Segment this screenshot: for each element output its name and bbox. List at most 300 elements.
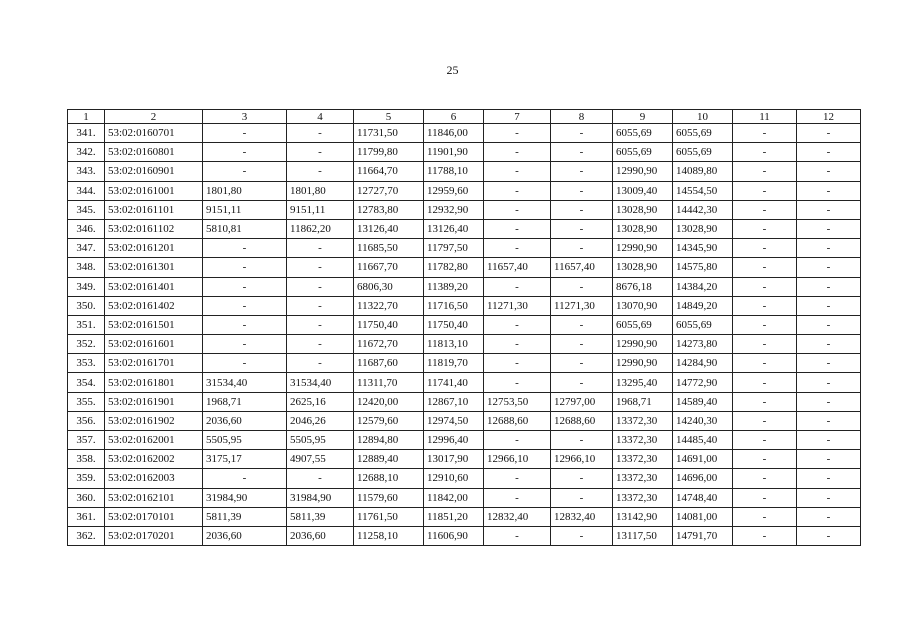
value-cell: 13142,90 bbox=[613, 507, 673, 526]
value-cell: 13126,40 bbox=[424, 219, 484, 238]
value-cell: 13295,40 bbox=[613, 373, 673, 392]
value-cell: 11716,50 bbox=[424, 296, 484, 315]
cadastral-number-cell: 53:02:0161001 bbox=[105, 181, 203, 200]
row-number-cell: 347. bbox=[68, 239, 105, 258]
value-cell: - bbox=[797, 354, 861, 373]
cadastral-number-cell: 53:02:0160801 bbox=[105, 143, 203, 162]
value-cell: - bbox=[733, 469, 797, 488]
cadastral-number-cell: 53:02:0162003 bbox=[105, 469, 203, 488]
value-cell: - bbox=[203, 162, 287, 181]
value-cell: - bbox=[797, 392, 861, 411]
value-cell: 14696,00 bbox=[673, 469, 733, 488]
value-cell: 13028,90 bbox=[613, 200, 673, 219]
value-cell: 12753,50 bbox=[484, 392, 551, 411]
value-cell: - bbox=[287, 143, 354, 162]
row-number-cell: 355. bbox=[68, 392, 105, 411]
cadastral-number-cell: 53:02:0161701 bbox=[105, 354, 203, 373]
value-cell: 11731,50 bbox=[354, 124, 424, 143]
value-cell: 14089,80 bbox=[673, 162, 733, 181]
value-cell: 12727,70 bbox=[354, 181, 424, 200]
value-cell: - bbox=[484, 181, 551, 200]
value-cell: - bbox=[733, 124, 797, 143]
value-cell: - bbox=[203, 239, 287, 258]
value-cell: 13126,40 bbox=[354, 219, 424, 238]
cadastral-number-cell: 53:02:0160701 bbox=[105, 124, 203, 143]
cadastral-number-cell: 53:02:0162101 bbox=[105, 488, 203, 507]
value-cell: 12990,90 bbox=[613, 239, 673, 258]
table-row bbox=[68, 200, 861, 219]
value-cell: 2036,60 bbox=[203, 526, 287, 545]
value-cell: - bbox=[797, 488, 861, 507]
value-cell: 13372,30 bbox=[613, 469, 673, 488]
table-row bbox=[68, 526, 861, 545]
value-cell: - bbox=[733, 258, 797, 277]
value-cell: 11851,20 bbox=[424, 507, 484, 526]
value-cell: 13017,90 bbox=[424, 450, 484, 469]
table-row bbox=[68, 469, 861, 488]
value-cell: - bbox=[551, 124, 613, 143]
value-cell: 13372,30 bbox=[613, 411, 673, 430]
row-number-cell: 348. bbox=[68, 258, 105, 277]
value-cell: 12688,60 bbox=[551, 411, 613, 430]
table-row bbox=[68, 411, 861, 430]
value-cell: 1801,80 bbox=[203, 181, 287, 200]
row-number-cell: 344. bbox=[68, 181, 105, 200]
value-cell: - bbox=[287, 469, 354, 488]
table-row bbox=[68, 373, 861, 392]
value-cell: - bbox=[484, 124, 551, 143]
value-cell: - bbox=[551, 181, 613, 200]
table-row bbox=[68, 162, 861, 181]
value-cell: 11657,40 bbox=[551, 258, 613, 277]
value-cell: 1968,71 bbox=[203, 392, 287, 411]
row-number-cell: 359. bbox=[68, 469, 105, 488]
value-cell: - bbox=[551, 277, 613, 296]
value-cell: 13028,90 bbox=[673, 219, 733, 238]
value-cell: - bbox=[797, 526, 861, 545]
table-row bbox=[68, 315, 861, 334]
value-cell: 11685,50 bbox=[354, 239, 424, 258]
column-header-8: 8 bbox=[551, 110, 613, 124]
data-table bbox=[67, 109, 861, 546]
table-row bbox=[68, 431, 861, 450]
value-cell: - bbox=[551, 526, 613, 545]
value-cell: 5811,39 bbox=[287, 507, 354, 526]
value-cell: 12990,90 bbox=[613, 354, 673, 373]
value-cell: - bbox=[733, 219, 797, 238]
table-row bbox=[68, 296, 861, 315]
cadastral-number-cell: 53:02:0170101 bbox=[105, 507, 203, 526]
value-cell: 11322,70 bbox=[354, 296, 424, 315]
value-cell: 12894,80 bbox=[354, 431, 424, 450]
value-cell: - bbox=[551, 162, 613, 181]
value-cell: 12797,00 bbox=[551, 392, 613, 411]
value-cell: 2046,26 bbox=[287, 411, 354, 430]
row-number-cell: 360. bbox=[68, 488, 105, 507]
value-cell: 14081,00 bbox=[673, 507, 733, 526]
value-cell: 11657,40 bbox=[484, 258, 551, 277]
value-cell: - bbox=[797, 162, 861, 181]
value-cell: - bbox=[733, 450, 797, 469]
row-number-cell: 354. bbox=[68, 373, 105, 392]
value-cell: - bbox=[797, 431, 861, 450]
value-cell: 11664,70 bbox=[354, 162, 424, 181]
value-cell: - bbox=[797, 181, 861, 200]
value-cell: - bbox=[484, 200, 551, 219]
column-header-7: 7 bbox=[484, 110, 551, 124]
value-cell: - bbox=[203, 258, 287, 277]
cadastral-number-cell: 53:02:0160901 bbox=[105, 162, 203, 181]
value-cell: - bbox=[287, 239, 354, 258]
value-cell: 11606,90 bbox=[424, 526, 484, 545]
row-number-cell: 362. bbox=[68, 526, 105, 545]
value-cell: 12996,40 bbox=[424, 431, 484, 450]
value-cell: 6055,69 bbox=[673, 143, 733, 162]
value-cell: 11258,10 bbox=[354, 526, 424, 545]
value-cell: 13372,30 bbox=[613, 488, 673, 507]
value-cell: - bbox=[203, 354, 287, 373]
value-cell: - bbox=[551, 488, 613, 507]
value-cell: - bbox=[484, 239, 551, 258]
value-cell: 6055,69 bbox=[613, 315, 673, 334]
value-cell: 6806,30 bbox=[354, 277, 424, 296]
row-number-cell: 350. bbox=[68, 296, 105, 315]
value-cell: 13028,90 bbox=[613, 219, 673, 238]
value-cell: - bbox=[733, 507, 797, 526]
cadastral-number-cell: 53:02:0161402 bbox=[105, 296, 203, 315]
value-cell: - bbox=[551, 373, 613, 392]
cadastral-number-cell: 53:02:0161401 bbox=[105, 277, 203, 296]
value-cell: - bbox=[797, 315, 861, 334]
table-header-row bbox=[68, 110, 861, 124]
value-cell: 12688,60 bbox=[484, 411, 551, 430]
column-header-3: 3 bbox=[203, 110, 287, 124]
value-cell: - bbox=[797, 239, 861, 258]
value-cell: - bbox=[797, 143, 861, 162]
value-cell: - bbox=[733, 411, 797, 430]
value-cell: 6055,69 bbox=[673, 315, 733, 334]
value-cell: 12867,10 bbox=[424, 392, 484, 411]
row-number-cell: 361. bbox=[68, 507, 105, 526]
value-cell: - bbox=[551, 219, 613, 238]
table-row bbox=[68, 124, 861, 143]
value-cell: - bbox=[203, 277, 287, 296]
value-cell: 8676,18 bbox=[613, 277, 673, 296]
value-cell: 11311,70 bbox=[354, 373, 424, 392]
value-cell: 6055,69 bbox=[613, 124, 673, 143]
value-cell: 11782,80 bbox=[424, 258, 484, 277]
table-row bbox=[68, 450, 861, 469]
value-cell: 11579,60 bbox=[354, 488, 424, 507]
value-cell: 12783,80 bbox=[354, 200, 424, 219]
value-cell: - bbox=[551, 239, 613, 258]
value-cell: - bbox=[797, 469, 861, 488]
value-cell: - bbox=[733, 488, 797, 507]
table-row bbox=[68, 335, 861, 354]
value-cell: - bbox=[551, 143, 613, 162]
row-number-cell: 351. bbox=[68, 315, 105, 334]
value-cell: - bbox=[733, 296, 797, 315]
value-cell: 3175,17 bbox=[203, 450, 287, 469]
value-cell: - bbox=[484, 373, 551, 392]
page-number: 25 bbox=[446, 63, 459, 77]
value-cell: - bbox=[733, 335, 797, 354]
value-cell: 11750,40 bbox=[424, 315, 484, 334]
value-cell: 2036,60 bbox=[287, 526, 354, 545]
cadastral-number-cell: 53:02:0161801 bbox=[105, 373, 203, 392]
value-cell: 14849,20 bbox=[673, 296, 733, 315]
value-cell: - bbox=[484, 431, 551, 450]
cadastral-number-cell: 53:02:0161201 bbox=[105, 239, 203, 258]
value-cell: 14240,30 bbox=[673, 411, 733, 430]
value-cell: 13070,90 bbox=[613, 296, 673, 315]
cadastral-number-cell: 53:02:0161102 bbox=[105, 219, 203, 238]
value-cell: 11799,80 bbox=[354, 143, 424, 162]
value-cell: - bbox=[484, 277, 551, 296]
cadastral-number-cell: 53:02:0170201 bbox=[105, 526, 203, 545]
value-cell: 11788,10 bbox=[424, 162, 484, 181]
value-cell: 11667,70 bbox=[354, 258, 424, 277]
column-header-1: 1 bbox=[68, 110, 105, 124]
value-cell: - bbox=[797, 219, 861, 238]
value-cell: 12959,60 bbox=[424, 181, 484, 200]
value-cell: 14791,70 bbox=[673, 526, 733, 545]
value-cell: 11819,70 bbox=[424, 354, 484, 373]
value-cell: - bbox=[484, 354, 551, 373]
column-header-5: 5 bbox=[354, 110, 424, 124]
value-cell: - bbox=[287, 315, 354, 334]
value-cell: 12579,60 bbox=[354, 411, 424, 430]
value-cell: - bbox=[484, 335, 551, 354]
value-cell: 11672,70 bbox=[354, 335, 424, 354]
cadastral-number-cell: 53:02:0162002 bbox=[105, 450, 203, 469]
row-number-cell: 356. bbox=[68, 411, 105, 430]
column-header-10: 10 bbox=[673, 110, 733, 124]
value-cell: 14273,80 bbox=[673, 335, 733, 354]
column-header-12: 12 bbox=[797, 110, 861, 124]
value-cell: - bbox=[484, 162, 551, 181]
value-cell: - bbox=[733, 277, 797, 296]
table-row bbox=[68, 143, 861, 162]
table-row bbox=[68, 219, 861, 238]
row-number-cell: 349. bbox=[68, 277, 105, 296]
value-cell: 5810,81 bbox=[203, 219, 287, 238]
value-cell: - bbox=[551, 200, 613, 219]
value-cell: 5505,95 bbox=[287, 431, 354, 450]
value-cell: 12974,50 bbox=[424, 411, 484, 430]
value-cell: - bbox=[203, 315, 287, 334]
value-cell: 13009,40 bbox=[613, 181, 673, 200]
value-cell: - bbox=[733, 200, 797, 219]
value-cell: 11846,00 bbox=[424, 124, 484, 143]
value-cell: - bbox=[287, 296, 354, 315]
value-cell: 14575,80 bbox=[673, 258, 733, 277]
value-cell: - bbox=[733, 239, 797, 258]
value-cell: 13117,50 bbox=[613, 526, 673, 545]
value-cell: - bbox=[797, 373, 861, 392]
value-cell: 11797,50 bbox=[424, 239, 484, 258]
column-header-6: 6 bbox=[424, 110, 484, 124]
value-cell: 11271,30 bbox=[484, 296, 551, 315]
value-cell: - bbox=[484, 143, 551, 162]
value-cell: 14485,40 bbox=[673, 431, 733, 450]
value-cell: 14691,00 bbox=[673, 450, 733, 469]
value-cell: - bbox=[287, 162, 354, 181]
value-cell: - bbox=[203, 469, 287, 488]
value-cell: - bbox=[484, 469, 551, 488]
value-cell: 12420,00 bbox=[354, 392, 424, 411]
value-cell: - bbox=[484, 488, 551, 507]
value-cell: - bbox=[733, 162, 797, 181]
table-row bbox=[68, 239, 861, 258]
value-cell: 14748,40 bbox=[673, 488, 733, 507]
value-cell: 11389,20 bbox=[424, 277, 484, 296]
value-cell: - bbox=[203, 335, 287, 354]
table-row bbox=[68, 181, 861, 200]
value-cell: - bbox=[484, 526, 551, 545]
value-cell: 31534,40 bbox=[287, 373, 354, 392]
value-cell: 31984,90 bbox=[287, 488, 354, 507]
row-number-cell: 343. bbox=[68, 162, 105, 181]
value-cell: 11271,30 bbox=[551, 296, 613, 315]
value-cell: - bbox=[797, 411, 861, 430]
value-cell: 14442,30 bbox=[673, 200, 733, 219]
value-cell: - bbox=[733, 354, 797, 373]
value-cell: - bbox=[797, 277, 861, 296]
value-cell: - bbox=[287, 354, 354, 373]
value-cell: - bbox=[733, 392, 797, 411]
value-cell: 12688,10 bbox=[354, 469, 424, 488]
value-cell: 11687,60 bbox=[354, 354, 424, 373]
value-cell: 11813,10 bbox=[424, 335, 484, 354]
table-row bbox=[68, 392, 861, 411]
row-number-cell: 353. bbox=[68, 354, 105, 373]
value-cell: 14589,40 bbox=[673, 392, 733, 411]
value-cell: 1801,80 bbox=[287, 181, 354, 200]
value-cell: 14384,20 bbox=[673, 277, 733, 296]
value-cell: 12966,10 bbox=[551, 450, 613, 469]
value-cell: - bbox=[551, 335, 613, 354]
value-cell: - bbox=[287, 124, 354, 143]
value-cell: 6055,69 bbox=[673, 124, 733, 143]
value-cell: 14772,90 bbox=[673, 373, 733, 392]
value-cell: 4907,55 bbox=[287, 450, 354, 469]
value-cell: - bbox=[551, 315, 613, 334]
column-header-9: 9 bbox=[613, 110, 673, 124]
table-row bbox=[68, 258, 861, 277]
cadastral-number-cell: 53:02:0161901 bbox=[105, 392, 203, 411]
value-cell: - bbox=[287, 335, 354, 354]
value-cell: - bbox=[797, 507, 861, 526]
value-cell: - bbox=[797, 258, 861, 277]
value-cell: - bbox=[733, 373, 797, 392]
value-cell: - bbox=[484, 315, 551, 334]
value-cell: - bbox=[797, 335, 861, 354]
column-header-4: 4 bbox=[287, 110, 354, 124]
cadastral-number-cell: 53:02:0161301 bbox=[105, 258, 203, 277]
value-cell: 31984,90 bbox=[203, 488, 287, 507]
column-header-2: 2 bbox=[105, 110, 203, 124]
value-cell: - bbox=[797, 124, 861, 143]
value-cell: 5505,95 bbox=[203, 431, 287, 450]
value-cell: 14284,90 bbox=[673, 354, 733, 373]
value-cell: 9151,11 bbox=[203, 200, 287, 219]
value-cell: 12910,60 bbox=[424, 469, 484, 488]
value-cell: - bbox=[733, 143, 797, 162]
value-cell: 14554,50 bbox=[673, 181, 733, 200]
row-number-cell: 352. bbox=[68, 335, 105, 354]
table-row bbox=[68, 277, 861, 296]
value-cell: 11750,40 bbox=[354, 315, 424, 334]
cadastral-number-cell: 53:02:0162001 bbox=[105, 431, 203, 450]
cadastral-number-cell: 53:02:0161501 bbox=[105, 315, 203, 334]
table-row bbox=[68, 507, 861, 526]
value-cell: 14345,90 bbox=[673, 239, 733, 258]
value-cell: - bbox=[287, 277, 354, 296]
row-number-cell: 341. bbox=[68, 124, 105, 143]
cadastral-number-cell: 53:02:0161601 bbox=[105, 335, 203, 354]
column-header-11: 11 bbox=[733, 110, 797, 124]
value-cell: - bbox=[203, 124, 287, 143]
value-cell: - bbox=[797, 450, 861, 469]
row-number-cell: 357. bbox=[68, 431, 105, 450]
value-cell: 13372,30 bbox=[613, 431, 673, 450]
table-body bbox=[68, 124, 861, 546]
value-cell: - bbox=[797, 296, 861, 315]
value-cell: 1968,71 bbox=[613, 392, 673, 411]
value-cell: 12966,10 bbox=[484, 450, 551, 469]
value-cell: - bbox=[551, 431, 613, 450]
value-cell: - bbox=[287, 258, 354, 277]
value-cell: 13372,30 bbox=[613, 450, 673, 469]
value-cell: 11862,20 bbox=[287, 219, 354, 238]
row-number-cell: 358. bbox=[68, 450, 105, 469]
value-cell: 6055,69 bbox=[613, 143, 673, 162]
value-cell: - bbox=[551, 354, 613, 373]
value-cell: 11761,50 bbox=[354, 507, 424, 526]
value-cell: 11741,40 bbox=[424, 373, 484, 392]
value-cell: 5811,39 bbox=[203, 507, 287, 526]
table-row bbox=[68, 354, 861, 373]
row-number-cell: 342. bbox=[68, 143, 105, 162]
value-cell: 9151,11 bbox=[287, 200, 354, 219]
table-row bbox=[68, 488, 861, 507]
value-cell: 12990,90 bbox=[613, 335, 673, 354]
value-cell: 12832,40 bbox=[484, 507, 551, 526]
value-cell: - bbox=[733, 431, 797, 450]
row-number-cell: 346. bbox=[68, 219, 105, 238]
value-cell: 12932,90 bbox=[424, 200, 484, 219]
value-cell: - bbox=[203, 296, 287, 315]
value-cell: - bbox=[797, 200, 861, 219]
cadastral-number-cell: 53:02:0161101 bbox=[105, 200, 203, 219]
value-cell: 11842,00 bbox=[424, 488, 484, 507]
value-cell: 2036,60 bbox=[203, 411, 287, 430]
value-cell: 2625,16 bbox=[287, 392, 354, 411]
value-cell: 31534,40 bbox=[203, 373, 287, 392]
cadastral-number-cell: 53:02:0161902 bbox=[105, 411, 203, 430]
value-cell: - bbox=[733, 181, 797, 200]
value-cell: 13028,90 bbox=[613, 258, 673, 277]
value-cell: - bbox=[551, 469, 613, 488]
value-cell: 12889,40 bbox=[354, 450, 424, 469]
value-cell: 12832,40 bbox=[551, 507, 613, 526]
value-cell: - bbox=[203, 143, 287, 162]
value-cell: - bbox=[733, 315, 797, 334]
value-cell: 12990,90 bbox=[613, 162, 673, 181]
row-number-cell: 345. bbox=[68, 200, 105, 219]
value-cell: - bbox=[484, 219, 551, 238]
